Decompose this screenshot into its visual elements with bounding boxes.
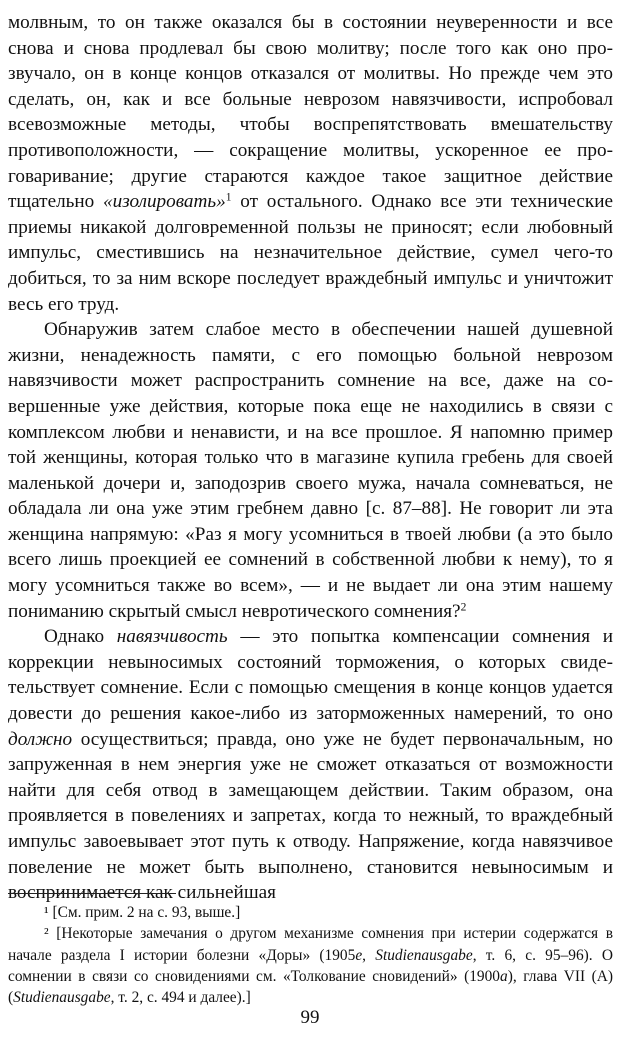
page-number: 99	[300, 1007, 320, 1028]
paragraph-2	[8, 317, 613, 624]
paragraph-3	[8, 624, 613, 906]
footnote-divider	[8, 893, 176, 894]
paragraph-1-italic-term: «изолировать»	[103, 191, 226, 213]
footnote-ref-2: 2	[460, 601, 467, 614]
footnote-ref-1: 1	[225, 191, 232, 204]
paragraph-3-italic-term-2: должно	[8, 728, 73, 750]
footnote-2	[8, 923, 613, 1008]
paragraph-2-text: Обнаружив затем слабое место в обеспечении нашей душевной жизни, ненадежность памяти, с его помощью больной неврозом навязчивости может распространить сомнение на все, даже на совершенные уже действия, которые пока еще не находились в связи с комплексом любви и ненависти, и на все прошлое. Я напомню пример той женщины, которая только что в магазине купила гребень для своей маленькой дочери и, заподозрив своего мужа, начала сомневаться, не обладала ли она уже этим гребнем давно [с. 87–88]. Не говорит ли эта женщина напрямую: «Раз я могу усомниться в твоей любви (а это было всего лишь проекцией ее сомнений в собственной любви к нему), то я могу усомниться также во всем», — и не выдает ли она этим нашему пониманию скрытый смысл невротического сомнения?	[8, 319, 613, 622]
paragraph-1-text-b: от остального. Однако все эти технические приемы никакой долговременной пользы не приносят; если любовный импульс, сместившись на незначительное действие, сумел чего-то добиться, то за ним вскоре последует враждебный импульс и уничтожит весь его труд.	[8, 191, 613, 315]
footnote-1: ¹ [См. прим. 2 на с. 93, выше.]	[44, 904, 241, 921]
paragraph-1	[8, 10, 613, 317]
footnote-2-text-c: , т. 6, с. 95–96). О сомнении в связи со сновидениями см. «Толкование сновидений» (1900	[8, 946, 613, 985]
footnotes	[8, 902, 613, 1008]
footnote-2-text-e: , т. 2, с. 494 и далее).]	[110, 989, 251, 1007]
footnote-2-italic-c: a	[500, 967, 508, 985]
paragraph-1-text-a: молвным, то он также оказался бы в состоянии неуверенности и все снова и снова продлевал бы свою молитву; после того как оно прозвучало, он в конце концов отказался от молитвы. Но прежде чем это сделать, он, как и все больные неврозом навязчивости, испробовал всевозможные методы, чтобы воспрепятствовать вмешательству противоположности, — сокращение молитвы, ускоренное ее проговаривание; другие стараются каждое такое защитное действие тщательно	[8, 12, 613, 213]
paragraph-3-text-a: Однако	[44, 626, 117, 648]
paragraph-3-text-b: — это попытка компенсации сомнения и коррекции невыносимых состояний торможения, о которых свидетельствует сомнение. Если с помощью смещения в конце концов удается довести до решения какое-либо из заторможенных намерений, то оно	[8, 626, 614, 725]
paragraph-3-text-c: осуществиться; правда, оно уже не будет первоначальным, но запруженная в нем энергия уже не сможет отказаться от возможности найти для себя отвод в замещающем действии. Таким образом, она проявляется в повелениях и запретах, когда то нежный, то враждебный импульс завоевывает этот путь к отводу. Напряжение, когда навязчивое повеление не может быть выполнено, становится невыносимым и воспринимается как сильнейшая	[8, 728, 613, 904]
footnote-2-italic-a: e	[355, 946, 363, 964]
paragraph-3-italic-term-1: навязчивость	[116, 626, 228, 648]
body-text	[8, 10, 613, 906]
footnote-2-text-b: ,	[362, 946, 376, 964]
footnote-2-text-d: ), глава VII (A) (	[8, 967, 613, 1007]
footnote-2-italic-d: Studienausgabe	[13, 989, 111, 1007]
footnote-2-italic-b: Studienausgabe	[375, 946, 473, 964]
footnote-2-text-a: ² [Некоторые замечания о другом механизме сомнения при истерии содержатся в начале раздела I истории болезни «Доры» (1905	[8, 925, 613, 964]
